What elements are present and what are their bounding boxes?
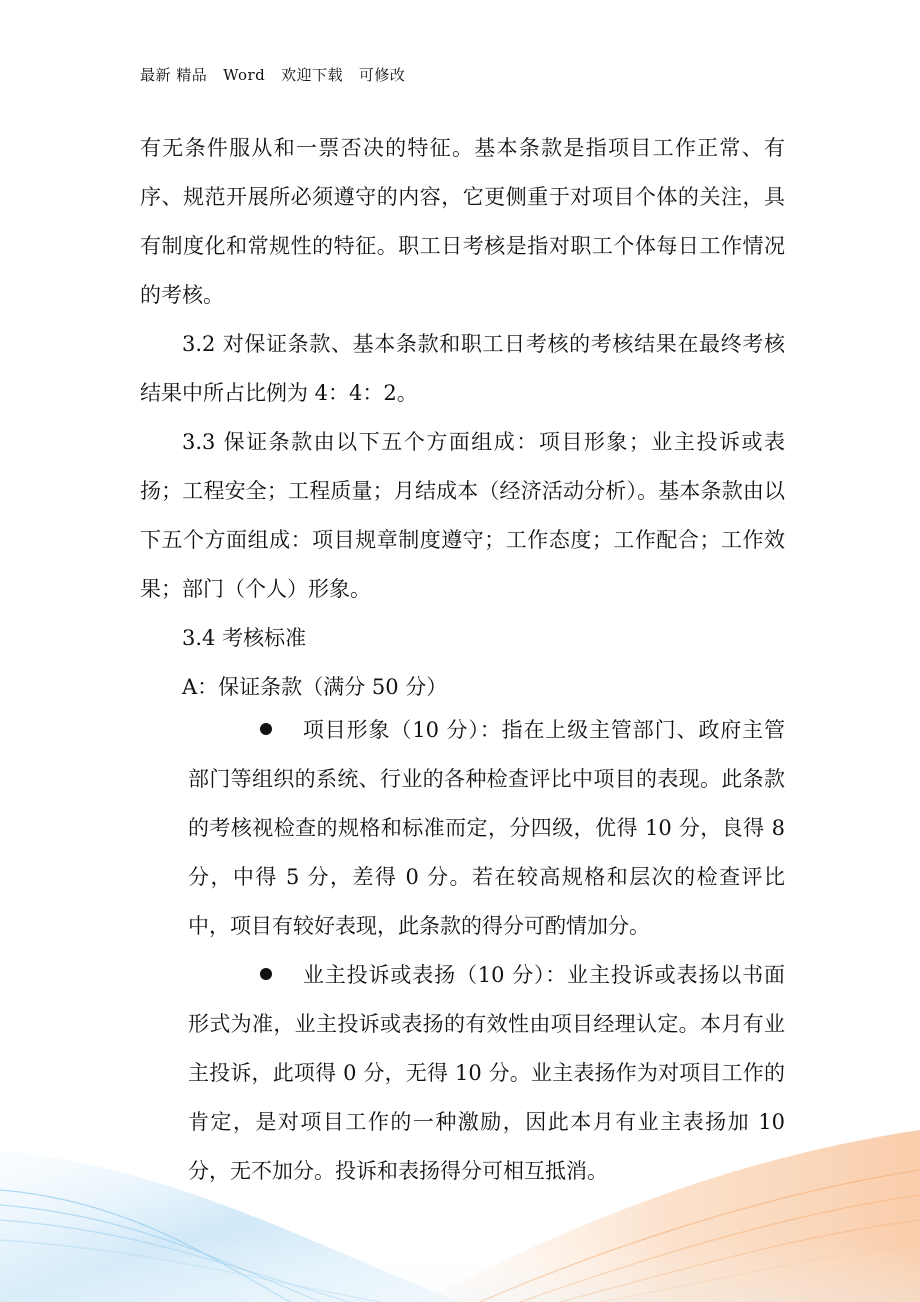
section-a-heading: [140, 663, 785, 712]
paragraph-3-2-text: 3.2 对保证条款、基本条款和职工日考核的考核结果在最终考核结果中所占比例为 4：4：2。: [140, 332, 785, 405]
bullet-item-text: 业主投诉或表扬（10 分）：业主投诉或表扬以书面形式为准，业主投诉或表扬的有效性由项目经理认定。本月有业主投诉，此项得 0 分，无得 10 分。业主表扬作为对项目工作的肯定，是对项目工作的一种激励，因此本月有业主表扬加 10 分，无不加分。投诉和表扬得分可相互抵消。: [188, 963, 785, 1183]
page-header: 最新 精品 Word 欢迎下载 可修改: [140, 66, 406, 84]
paragraph-continuation: 有无条件服从和一票否决的特征。基本条款是指项目工作正常、有序、规范开展所必须遵守的内容，它更侧重于对项目个体的关注，具有制度化和常规性的特征。职工日考核是指对职工个体每日工作情况的考核。: [140, 136, 785, 307]
bullet-dot-icon: [260, 723, 272, 735]
paragraph-3-3-text: 3.3 保证条款由以下五个方面组成：项目形象；业主投诉或表扬；工程安全；工程质量；月结成本（经济活动分析）。基本条款由以下五个方面组成：项目规章制度遵守；工作态度；工作配合；工作效果；部门（个人）形象。: [140, 430, 785, 601]
paragraph-3-3: [140, 418, 785, 614]
paragraph-3-4: [140, 614, 785, 663]
paragraph-3-4-text: 3.4 考核标准: [182, 626, 307, 650]
section-a-heading-text: A：保证条款（满分 50 分）: [182, 675, 448, 699]
bullet-item-text: 项目形象（10 分）：指在上级主管部门、政府主管部门等组织的系统、行业的各种检查评比中项目的表现。此条款的考核视检查的规格和标准而定，分四级，优得 10 分，良得 8 分，中得 5 分，差得 0 分。若在较高规格和层次的检查评比中，项目有较好表现，此条款的得分可酌情加分。: [188, 718, 785, 938]
bullet-item-project-image: [188, 706, 785, 951]
bullet-item-owner-feedback: [188, 951, 785, 1196]
paragraph-3-2: [140, 320, 785, 418]
bullet-dot-icon: [260, 968, 272, 980]
